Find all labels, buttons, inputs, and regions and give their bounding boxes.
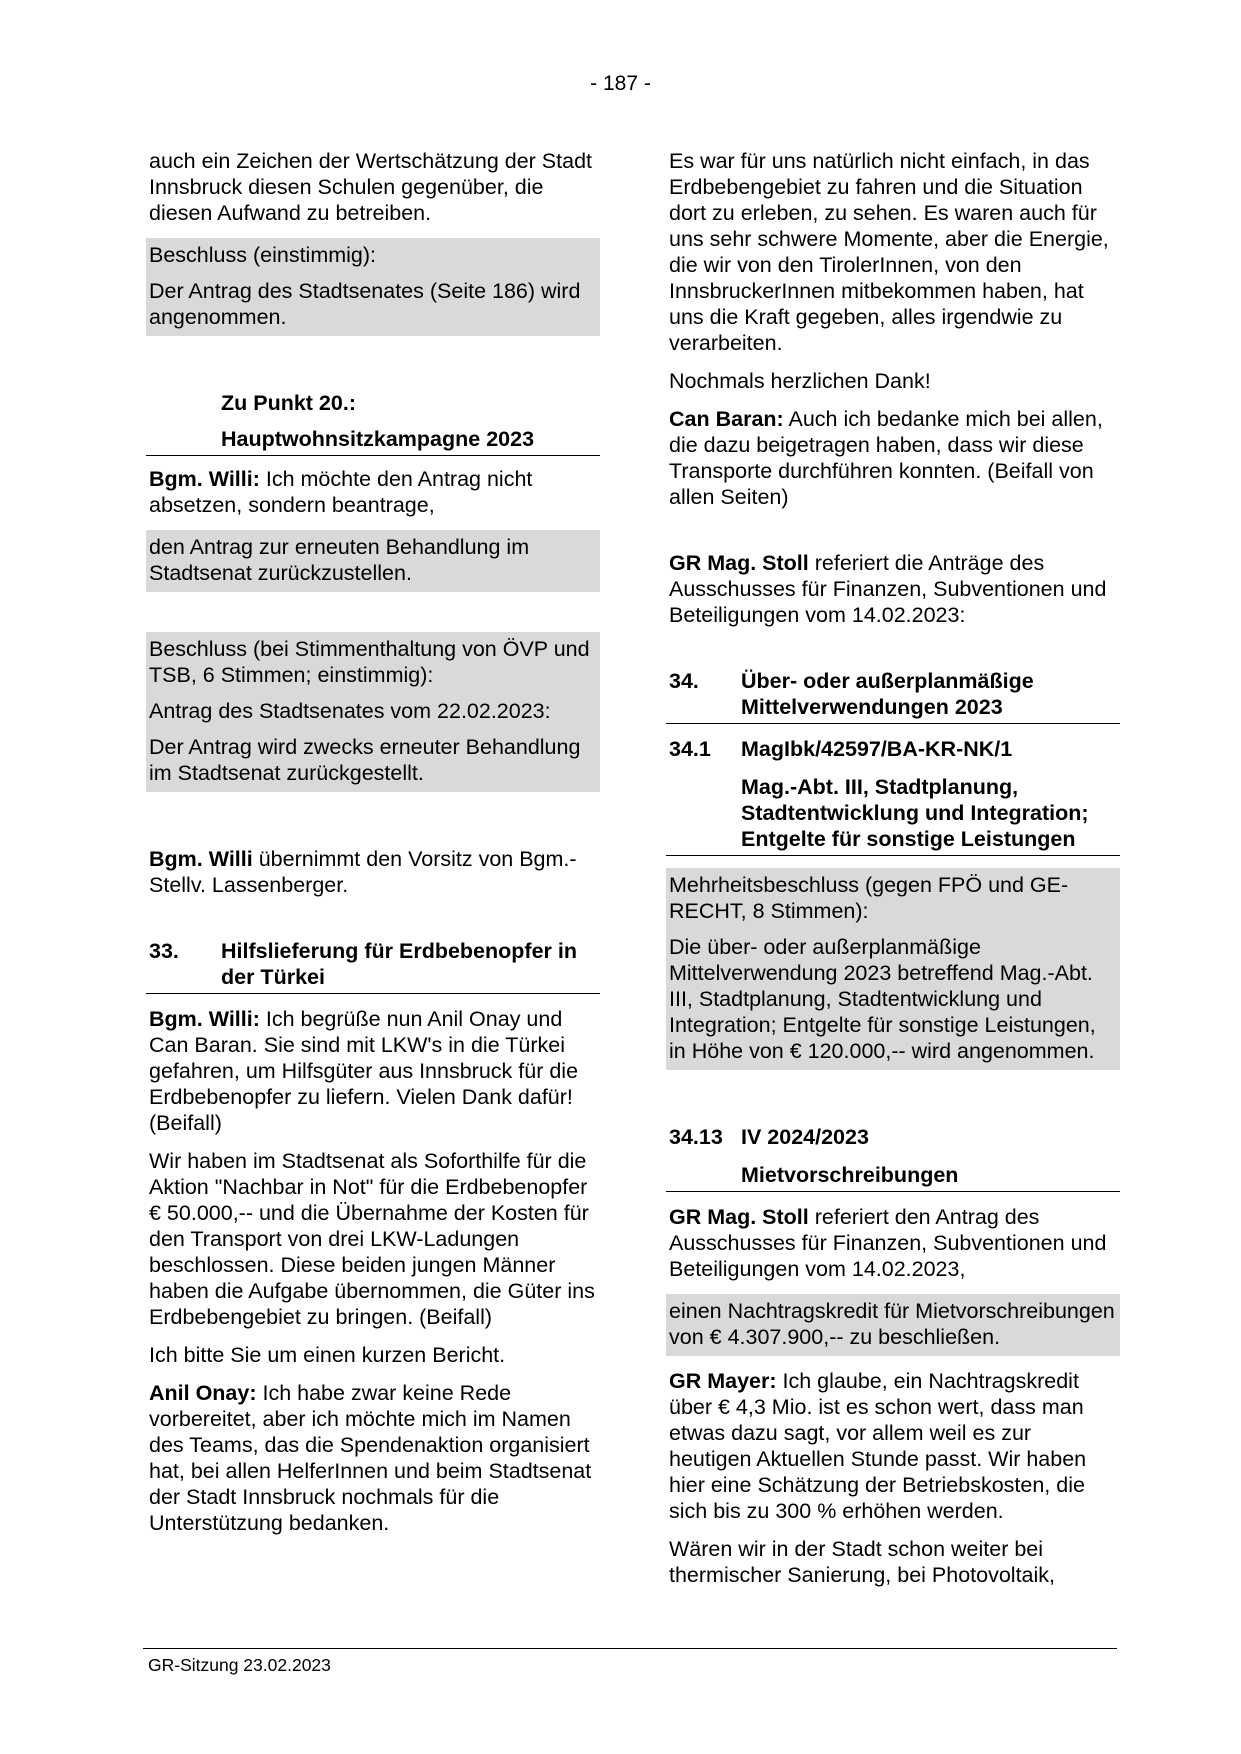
agenda-point-label: Zu Punkt 20.: bbox=[221, 391, 356, 415]
speaker-name: Anil Onay: bbox=[149, 1381, 257, 1405]
item-subtitle: Mietvorschreibungen bbox=[666, 1162, 1120, 1192]
resolution-subheading: Antrag des Stadtsenates vom 22.02.2023: bbox=[149, 699, 551, 723]
resolution-heading: Beschluss (bei Stimmenthaltung von ÖVP und TSB, 6 Stimmen; einstimmig): bbox=[149, 637, 590, 687]
resolution-box bbox=[146, 238, 600, 336]
item-title: MagIbk/42597/BA-KR-NK/1 bbox=[741, 737, 1013, 761]
note-text: übernimmt den Vorsitz von Bgm.-Stellv. Lassenberger. bbox=[149, 847, 577, 897]
speaker-name: GR Mayer: bbox=[669, 1369, 777, 1393]
footer-divider bbox=[143, 1648, 1117, 1649]
speaker-name: Bgm. Willi: bbox=[149, 467, 260, 491]
resolution-heading: Mehrheitsbeschluss (gegen FPÖ und GE-RECHT, 8 Stimmen): bbox=[669, 873, 1069, 923]
speaker-name: Bgm. Willi bbox=[149, 847, 253, 871]
footer: GR-Sitzung 23.02.2023 bbox=[148, 1655, 331, 1675]
item-subtitle: Mag.-Abt. III, Stadtplanung, Stadtentwicklung und Integration; Entgelte für sonstige Leistungen bbox=[666, 774, 1120, 856]
paragraph: Wären wir in der Stadt schon weiter bei thermischer Sanierung, bei Photovoltaik, bbox=[669, 1537, 1056, 1587]
left-column bbox=[146, 148, 600, 1548]
speech-text: Ich möchte den Antrag nicht absetzen, sondern beantrage, bbox=[149, 467, 533, 517]
resolution-text: Der Antrag des Stadtsenates (Seite 186) wird angenommen. bbox=[149, 279, 581, 329]
report-paragraph bbox=[666, 1204, 1120, 1282]
speech-paragraph bbox=[666, 406, 1120, 510]
item-number: 34.13 bbox=[669, 1125, 723, 1149]
speech-text: Ich glaube, ein Nachtragskredit über € 4,3 Mio. ist es schon wert, dass man etwas dazu sagt, vor allem weil es zur heutigen Aktuellen Stunde passt. Wir haben hier eine Schätzung der Betriebskosten, die sich bis zu 300 % erhöhen werden. bbox=[669, 1369, 1087, 1523]
item-title: IV 2024/2023 bbox=[741, 1125, 869, 1149]
report-text: referiert die Anträge des Ausschusses für Finanzen, Subventionen und Beteiligungen vom 14.02.2023: bbox=[669, 551, 1107, 627]
chair-change-note bbox=[146, 846, 600, 898]
item-title: Über- oder außerplanmäßige Mittelverwendungen 2023 bbox=[741, 669, 1034, 719]
agenda-item-34-13 bbox=[666, 1124, 1120, 1150]
item-number: 33. bbox=[149, 939, 179, 963]
paragraph: Ich bitte Sie um einen kurzen Bericht. bbox=[149, 1343, 506, 1367]
motion-box bbox=[666, 1294, 1120, 1356]
item-number: 34.1 bbox=[669, 737, 711, 761]
agenda-item-34-1 bbox=[666, 736, 1120, 762]
page-number: - 187 - bbox=[590, 72, 651, 95]
report-paragraph bbox=[666, 550, 1120, 628]
speech-text: Ich begrüße nun Anil Onay und Can Baran. Sie sind mit LKW's in die Türkei gefahren, um Hilfsgüter aus Innsbruck für die Erdbebenopfer zu liefern. Vielen Dank dafür! (Beifall) bbox=[149, 1007, 579, 1135]
motion-text: einen Nachtragskredit für Mietvorschreibungen von € 4.307.900,-- zu beschließen. bbox=[669, 1299, 1115, 1349]
resolution-text: Die über- oder außerplanmäßige Mittelverwendung 2023 betreffend Mag.-Abt. III, Stadtplanung, Stadtentwicklung und Integration; Entgelte für sonstige Leistungen, in Höhe von € 120.000,-- wird angenommen. bbox=[669, 935, 1096, 1063]
speech-paragraph bbox=[146, 1006, 600, 1136]
item-title: Hilfslieferung für Erdbebenopfer in der Türkei bbox=[221, 939, 577, 989]
speech-paragraph bbox=[666, 1368, 1120, 1524]
speech-paragraph bbox=[146, 1380, 600, 1536]
agenda-item-33 bbox=[146, 938, 600, 994]
resolution-heading: Beschluss (einstimmig): bbox=[149, 243, 376, 267]
motion-text: den Antrag zur erneuten Behandlung im Stadtsenat zurückzustellen. bbox=[149, 535, 530, 585]
agenda-item-34 bbox=[666, 668, 1120, 724]
speaker-name: GR Mag. Stoll bbox=[669, 551, 809, 575]
report-text: referiert den Antrag des Ausschusses für Finanzen, Subventionen und Beteiligungen vom 14.02.2023, bbox=[669, 1205, 1107, 1281]
resolution-box bbox=[666, 868, 1120, 1070]
paragraph: auch ein Zeichen der Wertschätzung der Stadt Innsbruck diesen Schulen gegenüber, die diesen Aufwand zu betreiben. bbox=[149, 149, 592, 225]
paragraph: Nochmals herzlichen Dank! bbox=[669, 369, 931, 393]
motion-box bbox=[146, 530, 600, 592]
speaker-name: Can Baran: bbox=[669, 407, 784, 431]
paragraph: Wir haben im Stadtsenat als Soforthilfe für die Aktion "Nachbar in Not" für die Erdbebenopfer € 50.000,-- und die Übernahme der Kosten für den Transport von drei LKW-Ladungen beschlossen. Diese beiden jungen Männer haben die Aufgabe übernommen, die Güter ins Erdbebengebiet zu bringen. (Beifall) bbox=[149, 1149, 595, 1329]
agenda-point-title: Hauptwohnsitzkampagne 2023 bbox=[146, 426, 600, 456]
resolution-box bbox=[146, 632, 600, 792]
speech-text: Auch ich bedanke mich bei allen, die dazu beigetragen haben, dass wir diese Transporte durchführen konnten. (Beifall von allen Seiten) bbox=[669, 407, 1103, 509]
resolution-text: Der Antrag wird zwecks erneuter Behandlung im Stadtsenat zurückgestellt. bbox=[149, 735, 581, 785]
item-number: 34. bbox=[669, 669, 699, 693]
speech-paragraph bbox=[146, 466, 600, 518]
speaker-name: GR Mag. Stoll bbox=[669, 1205, 809, 1229]
right-column bbox=[666, 148, 1120, 1600]
speaker-name: Bgm. Willi: bbox=[149, 1007, 260, 1031]
speech-text: Ich habe zwar keine Rede vorbereitet, aber ich möchte mich im Namen des Teams, das die Spendenaktion organisiert hat, bei allen HelferInnen und beim Stadtsenat der Stadt Innsbruck nochmals für die Unterstützung bedanken. bbox=[149, 1381, 592, 1535]
paragraph: Es war für uns natürlich nicht einfach, in das Erdbebengebiet zu fahren und die Situation dort zu erleben, zu sehen. Es waren auch für uns sehr schwere Momente, aber die Energie, die wir von den TirolerInnen, von den InnsbruckerInnen mitbekommen haben, hat uns die Kraft gegeben, alles irgendwie zu verarbeiten. bbox=[669, 149, 1109, 355]
